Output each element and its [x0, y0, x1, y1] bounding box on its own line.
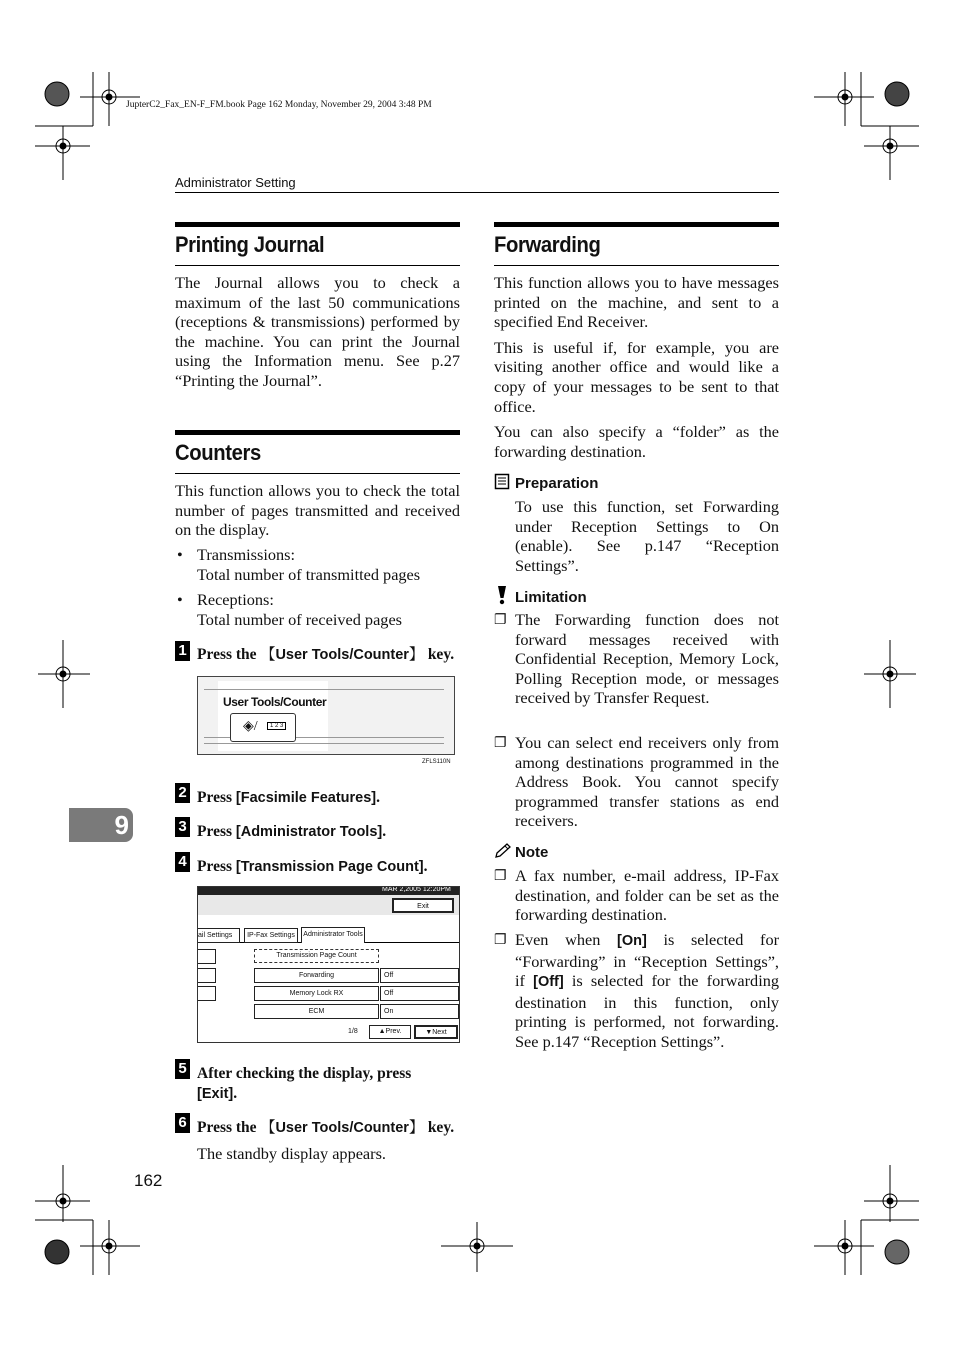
print-slug: JupterC2_Fax_EN-F_FM.book Page 162 Monday, November 29, 2004 3:48 PM — [126, 100, 432, 110]
step-4: Press [Transmission Page Count]. — [197, 858, 428, 875]
tab-mail-settings[interactable]: ail Settings — [198, 928, 240, 943]
list-item: • Receptions: Total number of received pages — [175, 590, 460, 629]
checkbox-icon: ❐ — [494, 933, 507, 948]
note-heading: Note — [515, 844, 549, 861]
user-tools-counter-key: ◈/ 1 2 3 — [230, 713, 296, 742]
forwarding-button[interactable]: Forwarding — [254, 968, 379, 983]
checkbox-icon: ❐ — [494, 736, 507, 751]
chapter-tab: 9 — [69, 808, 133, 842]
ecm-button[interactable]: ECM — [254, 1004, 379, 1019]
step-number: 4 — [175, 852, 190, 872]
page-number: 162 — [134, 1171, 163, 1190]
off-key: [Off] — [533, 974, 564, 991]
figure-code: ZFLS110N — [422, 759, 451, 765]
step-1: Press the 【User Tools/Counter】 key. — [197, 646, 455, 663]
on-key: [On] — [617, 933, 647, 949]
step-number: 3 — [175, 817, 190, 837]
page-indicator: 1/8 — [348, 1028, 358, 1035]
step-6-result: The standby display appears. — [197, 1144, 386, 1163]
paragraph: This function allows you to have messages printed on the machine, and sent to a specified End Receiver. — [494, 273, 779, 332]
section-bar — [175, 430, 460, 435]
tab-administrator-tools[interactable]: Administrator Tools — [301, 927, 365, 943]
user-tools-key-illustration — [197, 676, 455, 755]
note-pencil-icon — [494, 843, 512, 859]
section-title-counters: Counters — [175, 440, 261, 465]
memory-lock-rx-value: Off — [380, 986, 459, 1001]
step-6: Press the 【User Tools/Counter】 key. — [197, 1119, 455, 1136]
step-2: Press [Facsimile Features]. — [197, 789, 380, 806]
limitation-heading: Limitation — [515, 589, 587, 606]
checkbox-icon: ❐ — [494, 869, 507, 884]
bullet-desc: Total number of transmitted pages — [197, 564, 421, 584]
preparation-icon — [494, 473, 510, 490]
tab-ip-fax-settings[interactable]: IP-Fax Settings — [244, 928, 298, 943]
printing-journal-body: The Journal allows you to check a maximum of the last 50 communications (receptions & transmissions) performed by the machine. You can print the Journal using the Information menu. See p.27 “Printing the Journal”. — [175, 273, 460, 390]
user-tools-counter-key: User Tools/Counter — [275, 1120, 409, 1136]
exit-button[interactable]: Exit — [392, 898, 454, 913]
section-title-forwarding: Forwarding — [494, 232, 601, 257]
limitation-icon — [494, 585, 510, 605]
user-tools-counter-key: User Tools/Counter — [275, 647, 409, 663]
administrator-tools-key: [Administrator Tools] — [235, 824, 383, 840]
facsimile-features-key: [Facsimile Features] — [235, 790, 377, 806]
list-item: • Transmissions: Total number of transmitted pages — [175, 545, 460, 584]
bullet-term: Receptions: — [197, 590, 274, 609]
bullet-desc: Total number of received pages — [197, 609, 403, 629]
note-item: A fax number, e-mail address, IP-Fax destination, and folder can be set as the forwarding destination. — [515, 866, 779, 925]
side-button[interactable] — [197, 986, 216, 1001]
limitation-item: The Forwarding function does not forward messages received with Confidential Reception, Memory Lock, Polling Reception mode, or messages received by Transfer Request. — [515, 610, 779, 708]
bullet-term: Transmissions: — [197, 545, 296, 564]
step-5: After checking the display, press [Exit]. — [197, 1065, 412, 1102]
transmission-page-count-button[interactable]: Transmission Page Count — [254, 949, 379, 963]
running-header: Administrator Setting — [175, 175, 296, 190]
side-button[interactable] — [197, 949, 216, 964]
preparation-text: To use this function, set Forwarding under Reception Settings to On (enable). See p.147 “Reception Settings”. — [515, 497, 779, 575]
header-rule — [175, 192, 779, 193]
section-bar — [494, 222, 779, 227]
display-screenshot — [197, 886, 460, 1043]
section-title-printing-journal: Printing Journal — [175, 232, 325, 257]
prev-button[interactable]: ▲Prev. — [369, 1025, 411, 1039]
ecm-value: On — [380, 1004, 459, 1019]
section-bar — [175, 222, 460, 227]
forwarding-body — [494, 273, 779, 467]
note-item: Even when [On] is selected for “Forwarding” in “Reception Settings”, if [Off] is selected for the forwarding destination in this function, only printing is performed, not forwarding. See p.147 “Reception Settings”. — [515, 930, 780, 1051]
exit-key: [Exit] — [197, 1086, 234, 1102]
section-rule — [494, 265, 779, 266]
key-label: User Tools/Counter — [223, 695, 327, 709]
step-number: 2 — [175, 783, 190, 803]
transmission-page-count-key: [Transmission Page Count] — [235, 859, 424, 875]
next-button[interactable]: ▼Next — [414, 1025, 458, 1039]
step-number: 6 — [175, 1113, 190, 1133]
section-rule — [175, 473, 460, 474]
side-button[interactable] — [197, 968, 216, 983]
paragraph: This is useful if, for example, you are visiting another office and would like a copy of your messages to be sent to that office. — [494, 337, 779, 416]
checkbox-icon: ❐ — [494, 613, 507, 628]
limitation-item: You can select end receivers only from among destinations programmed in the Address Book. You cannot specify programmed transfer stations as end receivers. — [515, 733, 779, 831]
step-3: Press [Administrator Tools]. — [197, 823, 387, 840]
counters-body: This function allows you to check the total number of pages transmitted and received on the display. — [175, 481, 460, 540]
preparation-heading: Preparation — [515, 475, 599, 492]
display-datetime: MAR 2,2005 12:20PM — [382, 886, 451, 893]
step-number: 1 — [175, 641, 190, 661]
memory-lock-rx-button[interactable]: Memory Lock RX — [254, 986, 379, 1001]
step-number: 5 — [175, 1059, 190, 1079]
forwarding-value: Off — [380, 968, 459, 983]
section-rule — [175, 265, 460, 266]
paragraph: You can also specify a “folder” as the forwarding destination. — [494, 422, 779, 461]
